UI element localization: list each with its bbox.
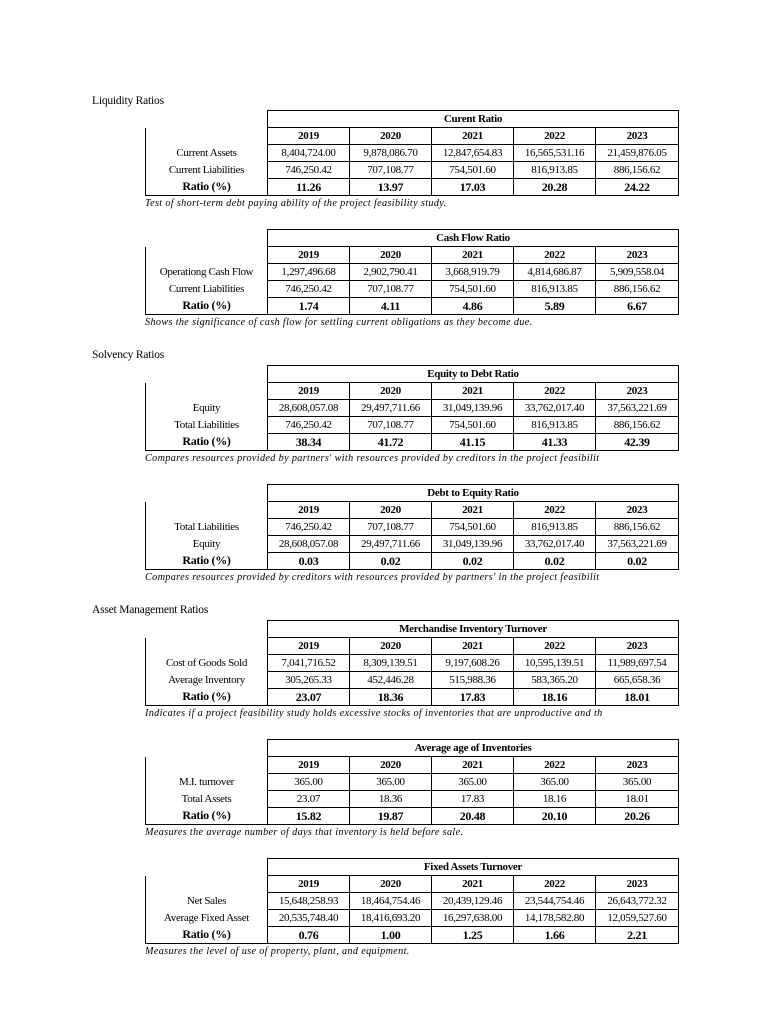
ratio-table: [145, 365, 679, 451]
table-cell: 754,501.60: [432, 417, 514, 434]
section-title-solvency: Solvency Ratios: [92, 349, 165, 361]
ratio-value: 1.00: [350, 927, 432, 944]
table-cell: 754,501.60: [432, 162, 514, 179]
ratio-value: 20.10: [514, 808, 596, 825]
table-cell: 23.07: [268, 791, 350, 808]
empty-cell: [146, 128, 268, 145]
table-cell: 515,988.36: [432, 672, 514, 689]
table-cell: 3,668,919.79: [432, 264, 514, 281]
empty-cell: [146, 876, 268, 893]
table-title: Fixed Assets Turnover: [268, 859, 679, 876]
year-header: 2020: [350, 128, 432, 145]
ratio-value: 18.36: [350, 689, 432, 706]
year-header: 2021: [432, 876, 514, 893]
table-cell: 583,365.20: [514, 672, 596, 689]
table-title-row: [146, 621, 679, 638]
ratio-value: 1.25: [432, 927, 514, 944]
row-label: Total Assets: [146, 791, 268, 808]
table-cell: 14,178,582.80: [514, 910, 596, 927]
table-cell: 886,156.62: [596, 162, 679, 179]
ratio-table: [145, 229, 679, 315]
table-cell: 18.36: [350, 791, 432, 808]
ratio-value: 2.21: [596, 927, 679, 944]
ratio-row: [146, 689, 679, 706]
row-label: Current Assets: [146, 145, 268, 162]
table-title: Curent Ratio: [268, 111, 679, 128]
table-caption: Test of short-term debt paying ability of the project feasibility study.: [145, 198, 447, 209]
year-header: 2022: [514, 876, 596, 893]
ratio-value: 0.76: [268, 927, 350, 944]
year-header: 2023: [596, 383, 679, 400]
table-title: Merchandise Inventory Turnover: [268, 621, 679, 638]
table-cell: 746,250.42: [268, 519, 350, 536]
ratio-value: 4.11: [350, 298, 432, 315]
year-header: 2021: [432, 383, 514, 400]
ratio-value: 20.26: [596, 808, 679, 825]
table-cell: 452,446.28: [350, 672, 432, 689]
year-header: 2023: [596, 876, 679, 893]
table-cell: 5,909,558.04: [596, 264, 679, 281]
year-header: 2020: [350, 383, 432, 400]
ratio-label: Ratio (%): [146, 553, 268, 570]
table-cell: 4,814,686.87: [514, 264, 596, 281]
table-title: Cash Flow Ratio: [268, 230, 679, 247]
row-label: Equity: [146, 400, 268, 417]
empty-cell: [146, 740, 268, 757]
year-header-row: [146, 757, 679, 774]
year-header-row: [146, 128, 679, 145]
row-label: Current Liabilities: [146, 281, 268, 298]
ratio-value: 11.26: [268, 179, 350, 196]
row-label: Net Sales: [146, 893, 268, 910]
ratio-value: 17.83: [432, 689, 514, 706]
table-cell: 15,648,258.93: [268, 893, 350, 910]
table-cell: 37,563,221.69: [596, 536, 679, 553]
current-ratio-block: [145, 110, 678, 210]
ratio-value: 6.67: [596, 298, 679, 315]
table-cell: 886,156.62: [596, 519, 679, 536]
table-row: [146, 893, 679, 910]
empty-cell: [146, 366, 268, 383]
empty-cell: [146, 111, 268, 128]
year-header: 2022: [514, 638, 596, 655]
ratio-table: [145, 110, 679, 196]
table-cell: 18.01: [596, 791, 679, 808]
table-cell: 665,658.36: [596, 672, 679, 689]
ratio-value: 0.02: [596, 553, 679, 570]
table-cell: 31,049,139.96: [432, 400, 514, 417]
year-header-row: [146, 247, 679, 264]
fixed-assets-turnover-block: [145, 858, 678, 958]
table-cell: 28,608,057.08: [268, 536, 350, 553]
year-header-row: [146, 876, 679, 893]
table-caption: Indicates if a project feasibility study holds excessive stocks of inventories that are unproductive and th: [145, 708, 603, 719]
table-cell: 816,913.85: [514, 281, 596, 298]
ratio-value: 17.03: [432, 179, 514, 196]
merchandise-inventory-turnover-block: [145, 620, 678, 720]
year-header: 2021: [432, 757, 514, 774]
year-header: 2019: [268, 502, 350, 519]
year-header: 2019: [268, 247, 350, 264]
empty-cell: [146, 485, 268, 502]
ratio-value: 18.16: [514, 689, 596, 706]
table-title-row: [146, 111, 679, 128]
ratio-value: 24.22: [596, 179, 679, 196]
table-cell: 2,902,790.41: [350, 264, 432, 281]
ratio-row: [146, 927, 679, 944]
row-label: M.I. turnover: [146, 774, 268, 791]
year-header: 2021: [432, 502, 514, 519]
table-caption: Compares resources provided by partners' with resources provided by creditors in the project feasibilit: [145, 453, 600, 464]
table-cell: 707,108.77: [350, 281, 432, 298]
table-cell: 886,156.62: [596, 417, 679, 434]
ratio-row: [146, 434, 679, 451]
table-caption: Measures the level of use of property, plant, and equipment.: [145, 946, 410, 957]
table-cell: 365.00: [432, 774, 514, 791]
year-header: 2023: [596, 247, 679, 264]
ratio-label: Ratio (%): [146, 689, 268, 706]
section-title-liquidity: Liquidity Ratios: [92, 95, 164, 107]
table-row: [146, 672, 679, 689]
ratio-value: 4.86: [432, 298, 514, 315]
ratio-value: 0.02: [350, 553, 432, 570]
table-cell: 33,762,017.40: [514, 400, 596, 417]
ratio-label: Ratio (%): [146, 298, 268, 315]
ratio-value: 0.03: [268, 553, 350, 570]
table-cell: 746,250.42: [268, 162, 350, 179]
table-cell: 816,913.85: [514, 519, 596, 536]
table-cell: 816,913.85: [514, 417, 596, 434]
ratio-value: 0.02: [514, 553, 596, 570]
row-label: Total Liabilities: [146, 417, 268, 434]
table-title-row: [146, 740, 679, 757]
table-row: [146, 145, 679, 162]
table-cell: 7,041,716.52: [268, 655, 350, 672]
year-header: 2022: [514, 383, 596, 400]
table-cell: 365.00: [514, 774, 596, 791]
ratio-value: 1.66: [514, 927, 596, 944]
table-cell: 365.00: [596, 774, 679, 791]
table-row: [146, 264, 679, 281]
table-cell: 707,108.77: [350, 417, 432, 434]
empty-cell: [146, 757, 268, 774]
cash-flow-ratio-block: [145, 229, 678, 329]
table-cell: 11,989,697.54: [596, 655, 679, 672]
table-cell: 23,544,754.46: [514, 893, 596, 910]
ratio-value: 41.15: [432, 434, 514, 451]
year-header: 2022: [514, 502, 596, 519]
year-header: 2020: [350, 757, 432, 774]
year-header: 2019: [268, 757, 350, 774]
table-title: Debt to Equity Ratio: [268, 485, 679, 502]
ratio-value: 42.39: [596, 434, 679, 451]
table-row: [146, 281, 679, 298]
year-header: 2020: [350, 876, 432, 893]
table-row: [146, 910, 679, 927]
year-header: 2020: [350, 502, 432, 519]
table-cell: 10,595,139.51: [514, 655, 596, 672]
ratio-row: [146, 808, 679, 825]
table-caption: Shows the significance of cash flow for settling current obligations as they become due.: [145, 317, 533, 328]
year-header: 2022: [514, 128, 596, 145]
table-title-row: [146, 230, 679, 247]
table-cell: 746,250.42: [268, 417, 350, 434]
ratio-table: [145, 858, 679, 944]
row-label: Average Fixed Asset: [146, 910, 268, 927]
ratio-value: 23.07: [268, 689, 350, 706]
ratio-value: 20.28: [514, 179, 596, 196]
table-cell: 17.83: [432, 791, 514, 808]
table-cell: 12,059,527.60: [596, 910, 679, 927]
table-cell: 8,404,724.00: [268, 145, 350, 162]
year-header-row: [146, 638, 679, 655]
ratio-label: Ratio (%): [146, 434, 268, 451]
table-title: Equity to Debt Ratio: [268, 366, 679, 383]
section-title-asset-management: Asset Management Ratios: [92, 604, 209, 616]
table-cell: 20,439,129.46: [432, 893, 514, 910]
table-cell: 746,250.42: [268, 281, 350, 298]
row-label: Cost of Goods Sold: [146, 655, 268, 672]
year-header: 2022: [514, 757, 596, 774]
ratio-value: 41.72: [350, 434, 432, 451]
table-cell: 16,297,638.00: [432, 910, 514, 927]
average-age-inventories-block: [145, 739, 678, 839]
ratio-value: 41.33: [514, 434, 596, 451]
table-caption: Compares resources provided by creditors with resources provided by partners' in the project feasibilit: [145, 572, 600, 583]
ratio-value: 19.87: [350, 808, 432, 825]
empty-cell: [146, 383, 268, 400]
table-cell: 18,464,754.46: [350, 893, 432, 910]
year-header: 2022: [514, 247, 596, 264]
table-row: [146, 791, 679, 808]
table-cell: 707,108.77: [350, 519, 432, 536]
ratio-row: [146, 179, 679, 196]
table-row: [146, 774, 679, 791]
table-cell: 29,497,711.66: [350, 536, 432, 553]
ratio-value: 1.74: [268, 298, 350, 315]
table-cell: 18,416,693.20: [350, 910, 432, 927]
empty-cell: [146, 502, 268, 519]
year-header-row: [146, 383, 679, 400]
ratio-label: Ratio (%): [146, 179, 268, 196]
table-cell: 754,501.60: [432, 519, 514, 536]
table-cell: 707,108.77: [350, 162, 432, 179]
row-label: Total Liabilities: [146, 519, 268, 536]
table-cell: 9,197,608.26: [432, 655, 514, 672]
year-header: 2021: [432, 128, 514, 145]
table-cell: 1,297,496.68: [268, 264, 350, 281]
table-cell: 28,608,057.08: [268, 400, 350, 417]
table-title: Average age of Inventories: [268, 740, 679, 757]
ratio-table: [145, 620, 679, 706]
ratio-label: Ratio (%): [146, 927, 268, 944]
year-header: 2023: [596, 638, 679, 655]
table-title-row: [146, 485, 679, 502]
empty-cell: [146, 247, 268, 264]
year-header-row: [146, 502, 679, 519]
year-header: 2020: [350, 638, 432, 655]
table-title-row: [146, 366, 679, 383]
table-cell: 31,049,139.96: [432, 536, 514, 553]
ratio-table: [145, 739, 679, 825]
year-header: 2019: [268, 383, 350, 400]
year-header: 2020: [350, 247, 432, 264]
table-cell: 365.00: [350, 774, 432, 791]
table-cell: 16,565,531.16: [514, 145, 596, 162]
equity-to-debt-ratio-block: [145, 365, 678, 465]
table-row: [146, 417, 679, 434]
ratio-value: 0.02: [432, 553, 514, 570]
year-header: 2019: [268, 876, 350, 893]
table-cell: 26,643,772.32: [596, 893, 679, 910]
empty-cell: [146, 230, 268, 247]
table-cell: 20,535,748.40: [268, 910, 350, 927]
ratio-table: [145, 484, 679, 570]
empty-cell: [146, 638, 268, 655]
table-cell: 21,459,876.05: [596, 145, 679, 162]
ratio-value: 13.97: [350, 179, 432, 196]
row-label: Operationg Cash Flow: [146, 264, 268, 281]
table-cell: 33,762,017.40: [514, 536, 596, 553]
table-cell: 305,265.33: [268, 672, 350, 689]
row-label: Equity: [146, 536, 268, 553]
empty-cell: [146, 621, 268, 638]
table-caption: Measures the average number of days that inventory is held before sale.: [145, 827, 464, 838]
table-cell: 886,156.62: [596, 281, 679, 298]
ratio-value: 5.89: [514, 298, 596, 315]
table-row: [146, 162, 679, 179]
year-header: 2019: [268, 638, 350, 655]
empty-cell: [146, 859, 268, 876]
ratio-row: [146, 298, 679, 315]
table-row: [146, 536, 679, 553]
year-header: 2023: [596, 128, 679, 145]
ratio-value: 15.82: [268, 808, 350, 825]
ratio-value: 20.48: [432, 808, 514, 825]
table-cell: 18.16: [514, 791, 596, 808]
table-cell: 29,497,711.66: [350, 400, 432, 417]
table-cell: 754,501.60: [432, 281, 514, 298]
year-header: 2021: [432, 247, 514, 264]
table-title-row: [146, 859, 679, 876]
ratio-label: Ratio (%): [146, 808, 268, 825]
year-header: 2023: [596, 502, 679, 519]
table-cell: 365.00: [268, 774, 350, 791]
ratio-row: [146, 553, 679, 570]
debt-to-equity-ratio-block: [145, 484, 678, 584]
year-header: 2021: [432, 638, 514, 655]
table-cell: 8,309,139.51: [350, 655, 432, 672]
table-cell: 9,878,086.70: [350, 145, 432, 162]
row-label: Current Liabilities: [146, 162, 268, 179]
table-row: [146, 519, 679, 536]
table-row: [146, 655, 679, 672]
ratio-value: 38.34: [268, 434, 350, 451]
table-cell: 37,563,221.69: [596, 400, 679, 417]
year-header: 2019: [268, 128, 350, 145]
table-cell: 12,847,654.83: [432, 145, 514, 162]
year-header: 2023: [596, 757, 679, 774]
table-cell: 816,913.85: [514, 162, 596, 179]
table-row: [146, 400, 679, 417]
row-label: Average Inventory: [146, 672, 268, 689]
ratio-value: 18.01: [596, 689, 679, 706]
